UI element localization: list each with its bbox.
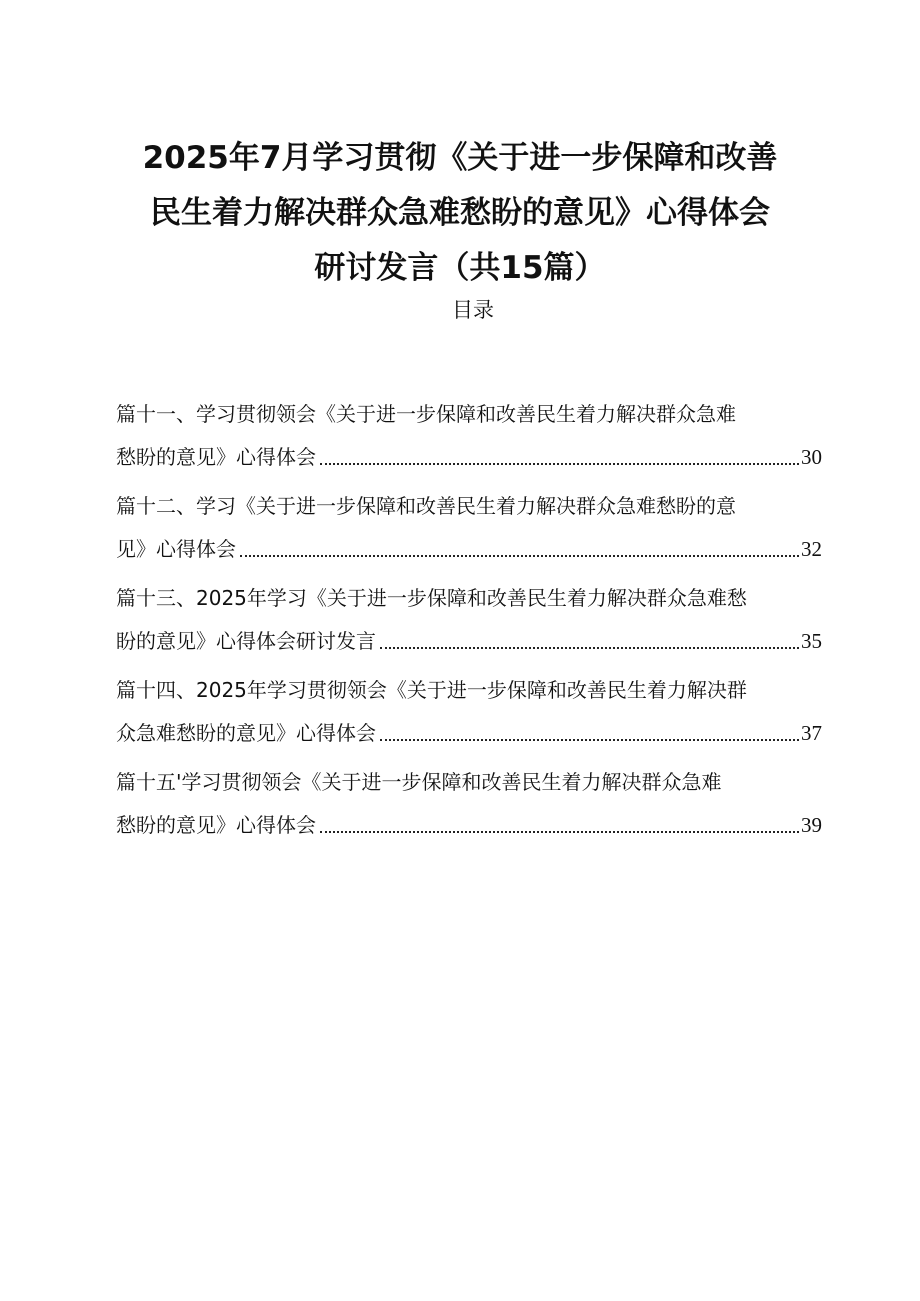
dot-leader xyxy=(320,463,799,465)
toc-entry-15[interactable] xyxy=(116,768,822,839)
toc-entry-title-rest: 愁盼的意见》心得体会 xyxy=(116,445,316,469)
toc-page-number: 32 xyxy=(801,537,822,561)
title-line-3: 研讨发言（共15篇） xyxy=(314,249,606,286)
toc-entry-title: 篇十四、2025年学习贯彻领会《关于进一步保障和改善民生着力解决群 xyxy=(116,678,747,702)
toc-entry-continuation xyxy=(116,443,822,471)
toc-page-number: 35 xyxy=(801,629,822,653)
dot-leader xyxy=(380,739,799,741)
document-title xyxy=(60,131,860,296)
title-line-2: 民生着力解决群众急难愁盼的意见》心得体会 xyxy=(150,194,770,231)
toc-entry-title: 篇十一、学习贯彻领会《关于进一步保障和改善民生着力解决群众急难 xyxy=(116,402,736,426)
dot-leader xyxy=(240,555,799,557)
toc-entry-title: 篇十二、学习《关于进一步保障和改善民生着力解决群众急难愁盼的意 xyxy=(116,494,736,518)
toc-entry-14[interactable] xyxy=(116,676,822,747)
toc-entry-13[interactable] xyxy=(116,584,822,655)
toc-entry-12[interactable] xyxy=(116,492,822,563)
toc-entry-title: 篇十三、2025年学习《关于进一步保障和改善民生着力解决群众急难愁 xyxy=(116,586,747,610)
toc-entry-title-rest: 愁盼的意见》心得体会 xyxy=(116,813,316,837)
toc-entry-title-rest: 盼的意见》心得体会研讨发言 xyxy=(116,629,376,653)
toc-page-number: 37 xyxy=(801,721,822,745)
toc-entry-continuation xyxy=(116,535,822,563)
toc-entry-11[interactable] xyxy=(116,400,822,471)
toc-page-number: 30 xyxy=(801,445,822,469)
toc-page-number: 39 xyxy=(801,813,822,837)
toc-entry-title-rest: 众急难愁盼的意见》心得体会 xyxy=(116,721,376,745)
toc-entry-continuation xyxy=(116,719,822,747)
toc-entry-continuation xyxy=(116,627,822,655)
title-line-1: 2025年7月学习贯彻《关于进一步保障和改善 xyxy=(142,139,778,176)
toc-entry-title-rest: 见》心得体会 xyxy=(116,537,236,561)
dot-leader xyxy=(320,831,799,833)
toc-entry-continuation xyxy=(116,811,822,839)
table-of-contents xyxy=(116,400,822,860)
toc-heading: 目录 xyxy=(452,298,494,322)
dot-leader xyxy=(380,647,799,649)
toc-entry-title: 篇十五'学习贯彻领会《关于进一步保障和改善民生着力解决群众急难 xyxy=(116,770,722,794)
